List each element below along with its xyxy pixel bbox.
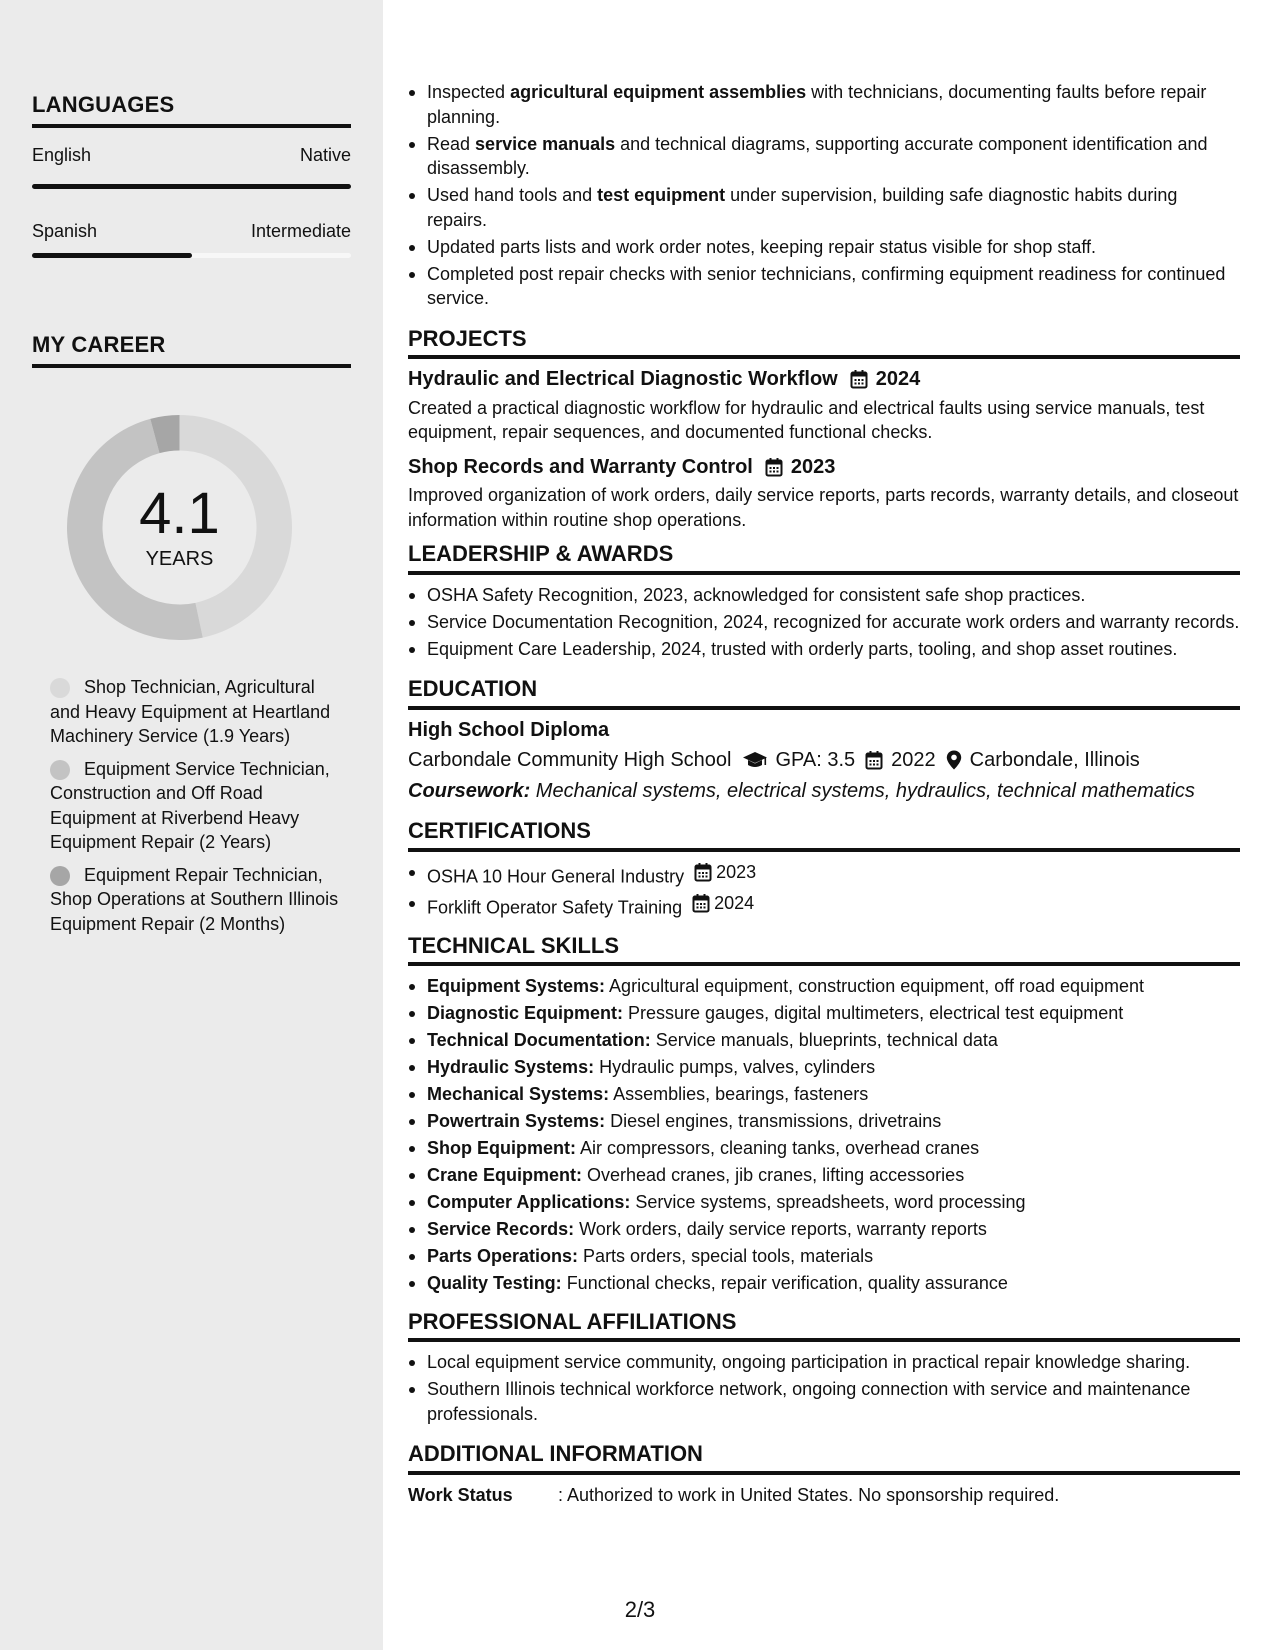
education-year: 2022: [891, 749, 936, 771]
experience-bullets: [408, 80, 1240, 311]
skill-value: Parts orders, special tools, materials: [578, 1246, 874, 1266]
graduation-cap-icon: [742, 750, 768, 770]
skill-value: Assemblies, bearings, fasteners: [609, 1084, 869, 1104]
skill-label: Shop Equipment:: [427, 1138, 576, 1158]
skills-heading: TECHNICAL SKILLS: [408, 934, 1240, 967]
skill-label: Parts Operations:: [427, 1246, 579, 1266]
project-description: Created a practical diagnostic workflow for hydraulic and electrical faults using service manuals, test equipment, repair sequences, and documented functional checks.: [408, 397, 1205, 442]
experience-bullet: Used hand tools and test equipment under supervision, building safe diagnostic habits during repairs.: [408, 183, 1240, 232]
career-item: [50, 675, 340, 749]
education-school: Carbondale Community High School: [408, 749, 732, 771]
career-total-years: 4.1: [139, 481, 220, 546]
leadership-item: Equipment Care Leadership, 2024, trusted with orderly parts, tooling, and shop asset routines.: [408, 637, 1240, 662]
location-pin-icon: [946, 750, 962, 770]
leadership-item: OSHA Safety Recognition, 2023, acknowledged for consistent safe shop practices.: [408, 583, 1240, 608]
experience-bullet: Completed post repair checks with senior technicians, confirming equipment readiness for continued service.: [408, 262, 1240, 311]
skill-value: Diesel engines, transmissions, drivetrains: [605, 1111, 942, 1131]
language-level: Native: [299, 145, 351, 165]
coursework-text: Mechanical systems, electrical systems, hydraulics, technical mathematics: [530, 779, 1195, 802]
skill-value: Hydraulic pumps, valves, cylinders: [594, 1057, 876, 1077]
language-bar-fill: [32, 184, 351, 189]
project-description: Improved organization of work orders, daily service reports, parts records, warranty details, and closeout information within routine shop operations.: [408, 485, 1239, 530]
project-title-row: [408, 455, 1240, 480]
skill-value: Pressure gauges, digital multimeters, electrical test equipment: [623, 1003, 1124, 1023]
affiliations-heading: PROFESSIONAL AFFILIATIONS: [408, 1310, 1240, 1343]
project-title-row: [408, 367, 1240, 392]
skill-item: [408, 1244, 1240, 1269]
skill-label: Mechanical Systems:: [427, 1084, 610, 1104]
certifications-heading: CERTIFICATIONS: [408, 819, 1240, 852]
calendar-icon: [692, 893, 710, 913]
calendar-icon: [765, 457, 783, 477]
certification-year: 2023: [716, 861, 757, 882]
skill-item: [408, 1217, 1240, 1242]
education-heading: EDUCATION: [408, 677, 1240, 710]
education-location-seg: [946, 748, 1140, 773]
career-total-unit: YEARS: [145, 548, 214, 570]
calendar-icon: [694, 862, 712, 882]
skill-value: Functional checks, repair verification, quality assurance: [561, 1273, 1008, 1293]
affiliations-list: [408, 1350, 1240, 1426]
education-location: Carbondale, Illinois: [969, 749, 1140, 771]
experience-bullet: Updated parts lists and work order notes, keeping repair status visible for shop staff.: [408, 235, 1240, 260]
additional-heading: ADDITIONAL INFORMATION: [408, 1442, 1240, 1475]
sidebar: [0, 0, 383, 1650]
skill-label: Equipment Systems:: [427, 976, 606, 996]
career-item-text: Equipment Service Technician, Construction and Off Road Equipment at Riverbend Heavy Equipment Repair (2 Years): [50, 758, 330, 852]
language-row-spanish: [32, 221, 351, 242]
skills-list: [408, 974, 1240, 1296]
main-content: [408, 80, 1240, 1507]
skill-item: [408, 1163, 1240, 1188]
skill-value: Work orders, daily service reports, warranty reports: [574, 1219, 987, 1239]
career-list: [50, 675, 340, 944]
skill-label: Technical Documentation:: [427, 1030, 651, 1050]
skill-value: Agricultural equipment, construction equipment, off road equipment: [605, 976, 1145, 996]
calendar-icon: [850, 369, 868, 389]
certifications-list: [408, 860, 1240, 920]
project-year: 2024: [875, 368, 921, 390]
skill-item: [408, 1136, 1240, 1161]
skill-item: [408, 1190, 1240, 1215]
project-title: Shop Records and Warranty Control: [408, 455, 753, 478]
skill-value: Service manuals, blueprints, technical data: [650, 1030, 998, 1050]
project-title: Hydraulic and Electrical Diagnostic Workflow: [408, 368, 838, 390]
project-date: [850, 367, 921, 392]
career-item: [50, 863, 340, 937]
certification-year: 2024: [714, 892, 755, 913]
project-year: 2023: [790, 455, 836, 478]
skill-label: Computer Applications:: [427, 1192, 631, 1212]
skill-item: [408, 1001, 1240, 1026]
skill-item: [408, 1271, 1240, 1296]
certification-item: [408, 860, 1240, 889]
education-coursework: [408, 779, 1240, 804]
skill-label: Diagnostic Equipment:: [427, 1003, 624, 1023]
projects-heading: PROJECTS: [408, 327, 1240, 360]
language-bar-spanish: [32, 253, 351, 258]
calendar-icon: [865, 750, 883, 770]
skill-value: Air compressors, cleaning tanks, overhead cranes: [575, 1138, 980, 1158]
language-bar-fill: [32, 253, 192, 258]
language-name: Spanish: [32, 221, 98, 241]
certification-item: [408, 891, 1240, 920]
skill-label: Quality Testing:: [427, 1273, 562, 1293]
language-level: Intermediate: [250, 221, 351, 241]
skill-item: [408, 1055, 1240, 1080]
career-dot: [50, 678, 70, 698]
certification-date: [692, 891, 754, 916]
affiliation-item: Local equipment service community, ongoing participation in practical repair knowledge sharing.: [408, 1350, 1240, 1375]
career-dot: [50, 760, 70, 780]
languages-heading: LANGUAGES: [32, 92, 351, 128]
education-degree: High School Diploma: [408, 718, 610, 741]
career-item-text: Shop Technician, Agricultural and Heavy Equipment at Heartland Machinery Service (1.9 Years): [50, 677, 331, 746]
work-status-label: Work Status: [408, 1484, 513, 1505]
education-gpa: GPA: 3.5: [775, 749, 856, 771]
project-item: [408, 367, 1240, 445]
education-details: [408, 748, 1240, 773]
projects-list: [408, 367, 1240, 532]
education-gpa-seg: [742, 748, 856, 773]
skill-value: Service systems, spreadsheets, word processing: [630, 1192, 1026, 1212]
work-status-value: : Authorized to work in United States. No sponsorship required.: [558, 1484, 1060, 1505]
coursework-label: Coursework:: [408, 779, 531, 802]
skill-label: Hydraulic Systems:: [427, 1057, 595, 1077]
skill-label: Service Records:: [427, 1219, 575, 1239]
career-item-text: Equipment Repair Technician, Shop Operations at Southern Illinois Equipment Repair (2 Months): [50, 864, 339, 934]
project-date: [765, 455, 836, 480]
skill-item: [408, 1082, 1240, 1107]
education-school-seg: [408, 748, 732, 773]
certification-date: [694, 860, 756, 885]
career-heading: MY CAREER: [32, 332, 351, 368]
skill-item: [408, 1028, 1240, 1053]
project-item: [408, 455, 1240, 533]
career-item: [50, 757, 340, 855]
skill-label: Crane Equipment:: [427, 1165, 583, 1185]
leadership-item: Service Documentation Recognition, 2024, recognized for accurate work orders and warranty records.: [408, 610, 1240, 635]
skill-item: [408, 974, 1240, 999]
leadership-heading: LEADERSHIP & AWARDS: [408, 542, 1240, 575]
education-year-seg: [865, 748, 936, 773]
language-bar-english: [32, 184, 351, 189]
page-number: 2/3: [624, 1597, 656, 1622]
certification-name: OSHA 10 Hour General Industry: [427, 865, 685, 886]
skill-item: [408, 1109, 1240, 1134]
career-dot: [50, 866, 70, 886]
skill-value: Overhead cranes, jib cranes, lifting accessories: [582, 1165, 965, 1185]
certification-name: Forklift Operator Safety Training: [427, 897, 683, 917]
language-name: English: [32, 145, 92, 165]
leadership-list: [408, 583, 1240, 662]
skill-label: Powertrain Systems:: [427, 1111, 606, 1131]
work-status-row: [408, 1483, 1240, 1508]
language-row-english: [32, 145, 351, 166]
experience-bullet: Inspected agricultural equipment assemblies with technicians, documenting faults before repair planning.: [408, 80, 1240, 129]
affiliation-item: Southern Illinois technical workforce network, ongoing connection with service and maintenance professionals.: [408, 1377, 1240, 1426]
experience-bullet: Read service manuals and technical diagrams, supporting accurate component identification and disassembly.: [408, 132, 1240, 181]
